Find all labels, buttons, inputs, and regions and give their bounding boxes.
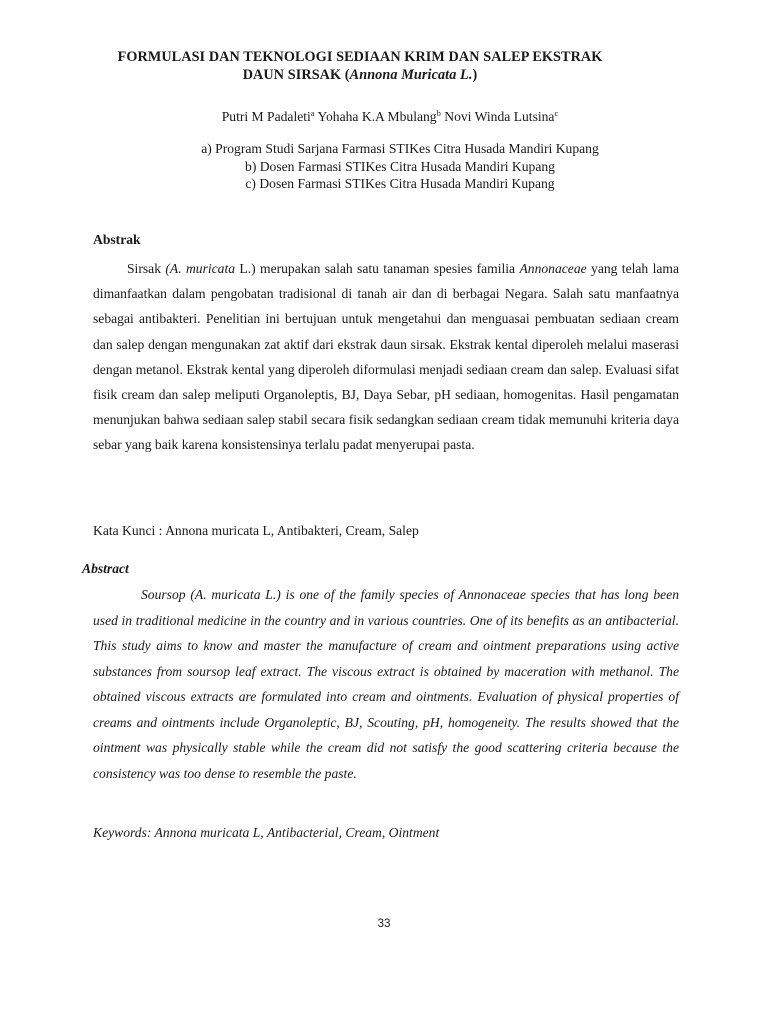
author-list [120, 104, 660, 126]
affiliation-line: b) Dosen Farmasi STIKes Citra Husada Mandiri Kupang [245, 158, 555, 174]
author-mark: b [436, 108, 441, 118]
page-number: 33 [377, 918, 391, 930]
abstrak-heading: Abstrak [93, 232, 141, 247]
title-line-1: FORMULASI DAN TEKNOLOGI SEDIAAN KRIM DAN SALEP EKSTRAK [117, 49, 603, 65]
author-mark: a [310, 108, 315, 118]
affiliations [100, 140, 700, 193]
author-mark: c [554, 108, 559, 118]
abstrak-body: Sirsak (A. muricata L.) merupakan salah satu tanaman spesies familia Annonaceae yang telah lama dimanfaatkan dalam pengobatan tradisional di tanah air dan di berbagai Negara. Salah satu manfaatnya sebagai antibakteri. Penelitian ini bertujuan untuk mengetahui dan menguasai pembuatan sediaan cream dan salep dengan mengunakan zat aktif dari ekstrak daun sirsak. Ekstrak kental diperoleh melalui maserasi dengan metanol. Ekstrak kental yang diperoleh diformulasi menjadi sediaan cream dan salep. Evaluasi sifat fisik cream dan salep meliputi Organoleptis, BJ, Daya Sebar, pH sediaan, homogenitas. Hasil pengamatan menunjukan bahwa sediaan salep stabil secara fisik sedangkan sediaan cream tidak memunuhi kriteria daya sebar yang baik karena konsistensinya terlalu padat menyerupai pasta. [93, 261, 680, 453]
author-name: Putri M Padaleti [221, 109, 311, 124]
affiliation-line: a) Program Studi Sarjana Farmasi STIKes Citra Husada Mandiri Kupang [201, 141, 599, 156]
title-line-2: DAUN SIRSAK (Annona Muricata L.) [242, 67, 478, 83]
affiliation-line: c) Dosen Farmasi STIKes Citra Husada Mandiri Kupang [245, 176, 555, 192]
keywords: Keywords: Annona muricata L, Antibacterial, Cream, Ointment [93, 825, 440, 840]
paper-title [60, 48, 660, 84]
kata-kunci: Kata Kunci : Annona muricata L, Antibakteri, Cream, Salep [93, 523, 419, 538]
title-species: Annona Muricata L. [349, 67, 473, 83]
abstract-body: Soursop (A. muricata L.) is one of the family species of Annonaceae species that has long been used in traditional medicine in the country and in various countries. One of its benefits as an antibacterial. This study aims to know and master the manufacture of cream and ointment preparations using active substances from soursop leaf extract. The viscous extract is obtained by maceration with methanol. The obtained viscous extracts are formulated into cream and ointments. Evaluation of physical properties of creams and ointments include Organoleptic, BJ, Scouting, pH, homogeneity. The results showed that the ointment was physically stable while the cream did not satisfy the good scattering criteria because the consistency was too dense to resemble the paste. [93, 587, 679, 781]
author-name: Yohaha K.A Mbulang [317, 109, 437, 124]
abstract-heading: Abstract [82, 561, 129, 576]
author-name: Novi Winda Lutsina [444, 109, 555, 124]
